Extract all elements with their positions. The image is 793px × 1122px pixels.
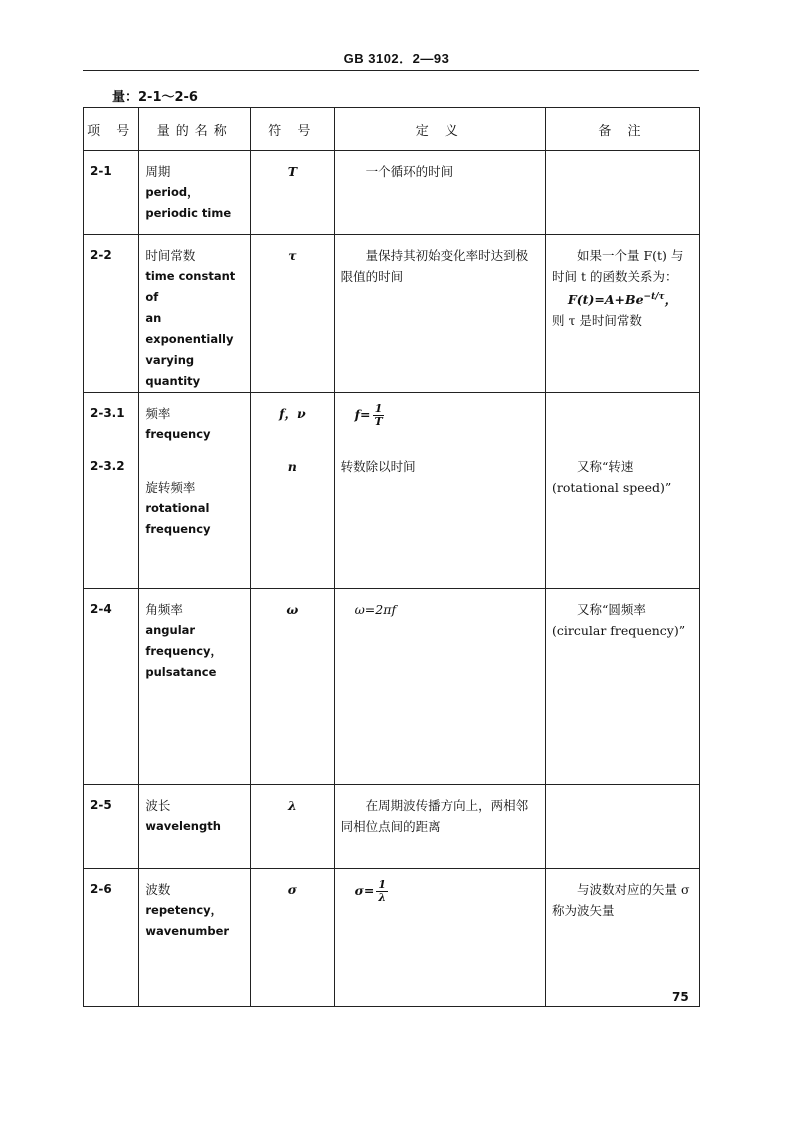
item-no: 2-3.2 — [90, 459, 125, 473]
quantity-name — [139, 869, 250, 942]
remark-line: 如果一个量 F(t) 与 — [576, 248, 684, 263]
remark — [546, 151, 699, 161]
table-header-row — [84, 108, 700, 151]
symbol: σ — [287, 882, 297, 897]
name-zh: 时间常数 — [145, 248, 196, 263]
fraction-numerator: 1 — [374, 402, 383, 415]
name-en: angular — [145, 623, 196, 637]
definition: 量保持其初始变化率时达到极限值的时间 — [340, 248, 529, 284]
name-en: repetency， — [145, 903, 223, 917]
remark-group — [546, 393, 699, 498]
name-en: quantity — [145, 374, 201, 388]
fraction-denominator: λ — [378, 891, 387, 904]
quantity-name — [139, 235, 250, 392]
name-en: an exponentially — [145, 311, 234, 346]
symbol-group — [251, 393, 334, 477]
fraction-denominator: T — [374, 415, 383, 428]
definition: 在周期波传播方向上，两相邻同相位点间的距离 — [340, 798, 529, 834]
page-number: 75 — [672, 990, 689, 1004]
symbol: n — [287, 459, 297, 474]
remark-line: 则 τ 是时间常数 — [551, 313, 642, 329]
quantity-name — [139, 589, 250, 683]
item-no: 2-1 — [90, 164, 112, 178]
formula-lhs: f= — [354, 407, 371, 422]
remark: 又称“转速(rotational speed)” — [551, 459, 672, 495]
quantity-name — [139, 785, 250, 837]
quantity-name — [139, 151, 250, 224]
symbol: λ — [287, 798, 297, 813]
header-symbol: 符 号 — [251, 108, 335, 151]
definition-formula — [341, 402, 539, 428]
document-header-title: GB 3102．2—93 — [343, 51, 450, 66]
remark: 与波数对应的矢量 σ 称为波矢量 — [551, 882, 690, 918]
name-en: pulsatance — [145, 665, 217, 679]
fraction — [376, 879, 388, 904]
table-row — [84, 869, 700, 1007]
name-en: wavelength — [145, 819, 221, 833]
name-zh: 波数 — [145, 882, 171, 897]
header-remarks: 备 注 — [545, 108, 699, 151]
name-en: rotational — [145, 501, 210, 515]
item-no-group — [84, 393, 138, 477]
header-definition: 定 义 — [334, 108, 545, 151]
remark — [546, 785, 699, 795]
name-zh: 角频率 — [145, 602, 183, 617]
symbol: τ — [288, 248, 297, 263]
name-en: frequency， — [145, 644, 223, 658]
item-no: 2-2 — [90, 248, 112, 262]
name-zh: 频率 — [145, 406, 171, 421]
name-en: periodic time — [145, 206, 232, 220]
symbol: ω — [286, 602, 299, 617]
name-zh: 周期 — [145, 164, 171, 179]
header-rule — [83, 70, 699, 71]
remark-formula — [552, 287, 693, 310]
formula-base: F(t)=A+Be — [567, 292, 644, 308]
definition-formula — [341, 879, 539, 904]
formula-exponent: −t/τ — [643, 292, 665, 302]
definition-group — [335, 393, 545, 477]
name-en: wavenumber — [145, 924, 230, 938]
header-quantity-name: 量的名称 — [139, 108, 251, 151]
name-en: time constant of — [145, 269, 236, 304]
section-label: 量：2-1～2-6 — [112, 90, 198, 105]
item-no: 2-5 — [90, 798, 112, 812]
name-zh: 波长 — [145, 798, 171, 813]
table-row — [84, 235, 700, 393]
item-no: 2-3.1 — [90, 406, 125, 420]
symbol: f，ν — [279, 406, 306, 421]
definition — [335, 869, 545, 904]
table-row — [84, 151, 700, 235]
quantity-name-group — [139, 393, 250, 540]
fraction — [372, 403, 384, 428]
header-item-no: 项 号 — [84, 108, 139, 151]
quantities-table — [83, 107, 700, 1007]
table-row — [84, 393, 700, 589]
formula-lhs: σ= — [354, 883, 375, 898]
name-zh: 旋转频率 — [145, 480, 196, 495]
name-en: varying — [145, 353, 195, 367]
item-no: 2-6 — [90, 882, 112, 896]
remark-line: 时间 t 的函数关系为： — [551, 269, 678, 284]
remark: 又称“圆频率(circular frequency)” — [551, 602, 686, 638]
table-row — [84, 785, 700, 869]
item-no: 2-4 — [90, 602, 112, 616]
definition: ω=2πf — [354, 602, 397, 617]
name-en: frequency — [145, 427, 211, 441]
remark — [552, 403, 693, 424]
name-en: frequency — [145, 522, 211, 536]
formula-punct: ， — [664, 292, 678, 308]
definition: 转数除以时间 — [340, 459, 416, 474]
definition: 一个循环的时间 — [365, 164, 454, 179]
name-en: period， — [145, 185, 199, 199]
table-row — [84, 589, 700, 785]
remark — [546, 235, 699, 331]
fraction-numerator: 1 — [378, 878, 386, 891]
symbol: T — [287, 164, 297, 179]
